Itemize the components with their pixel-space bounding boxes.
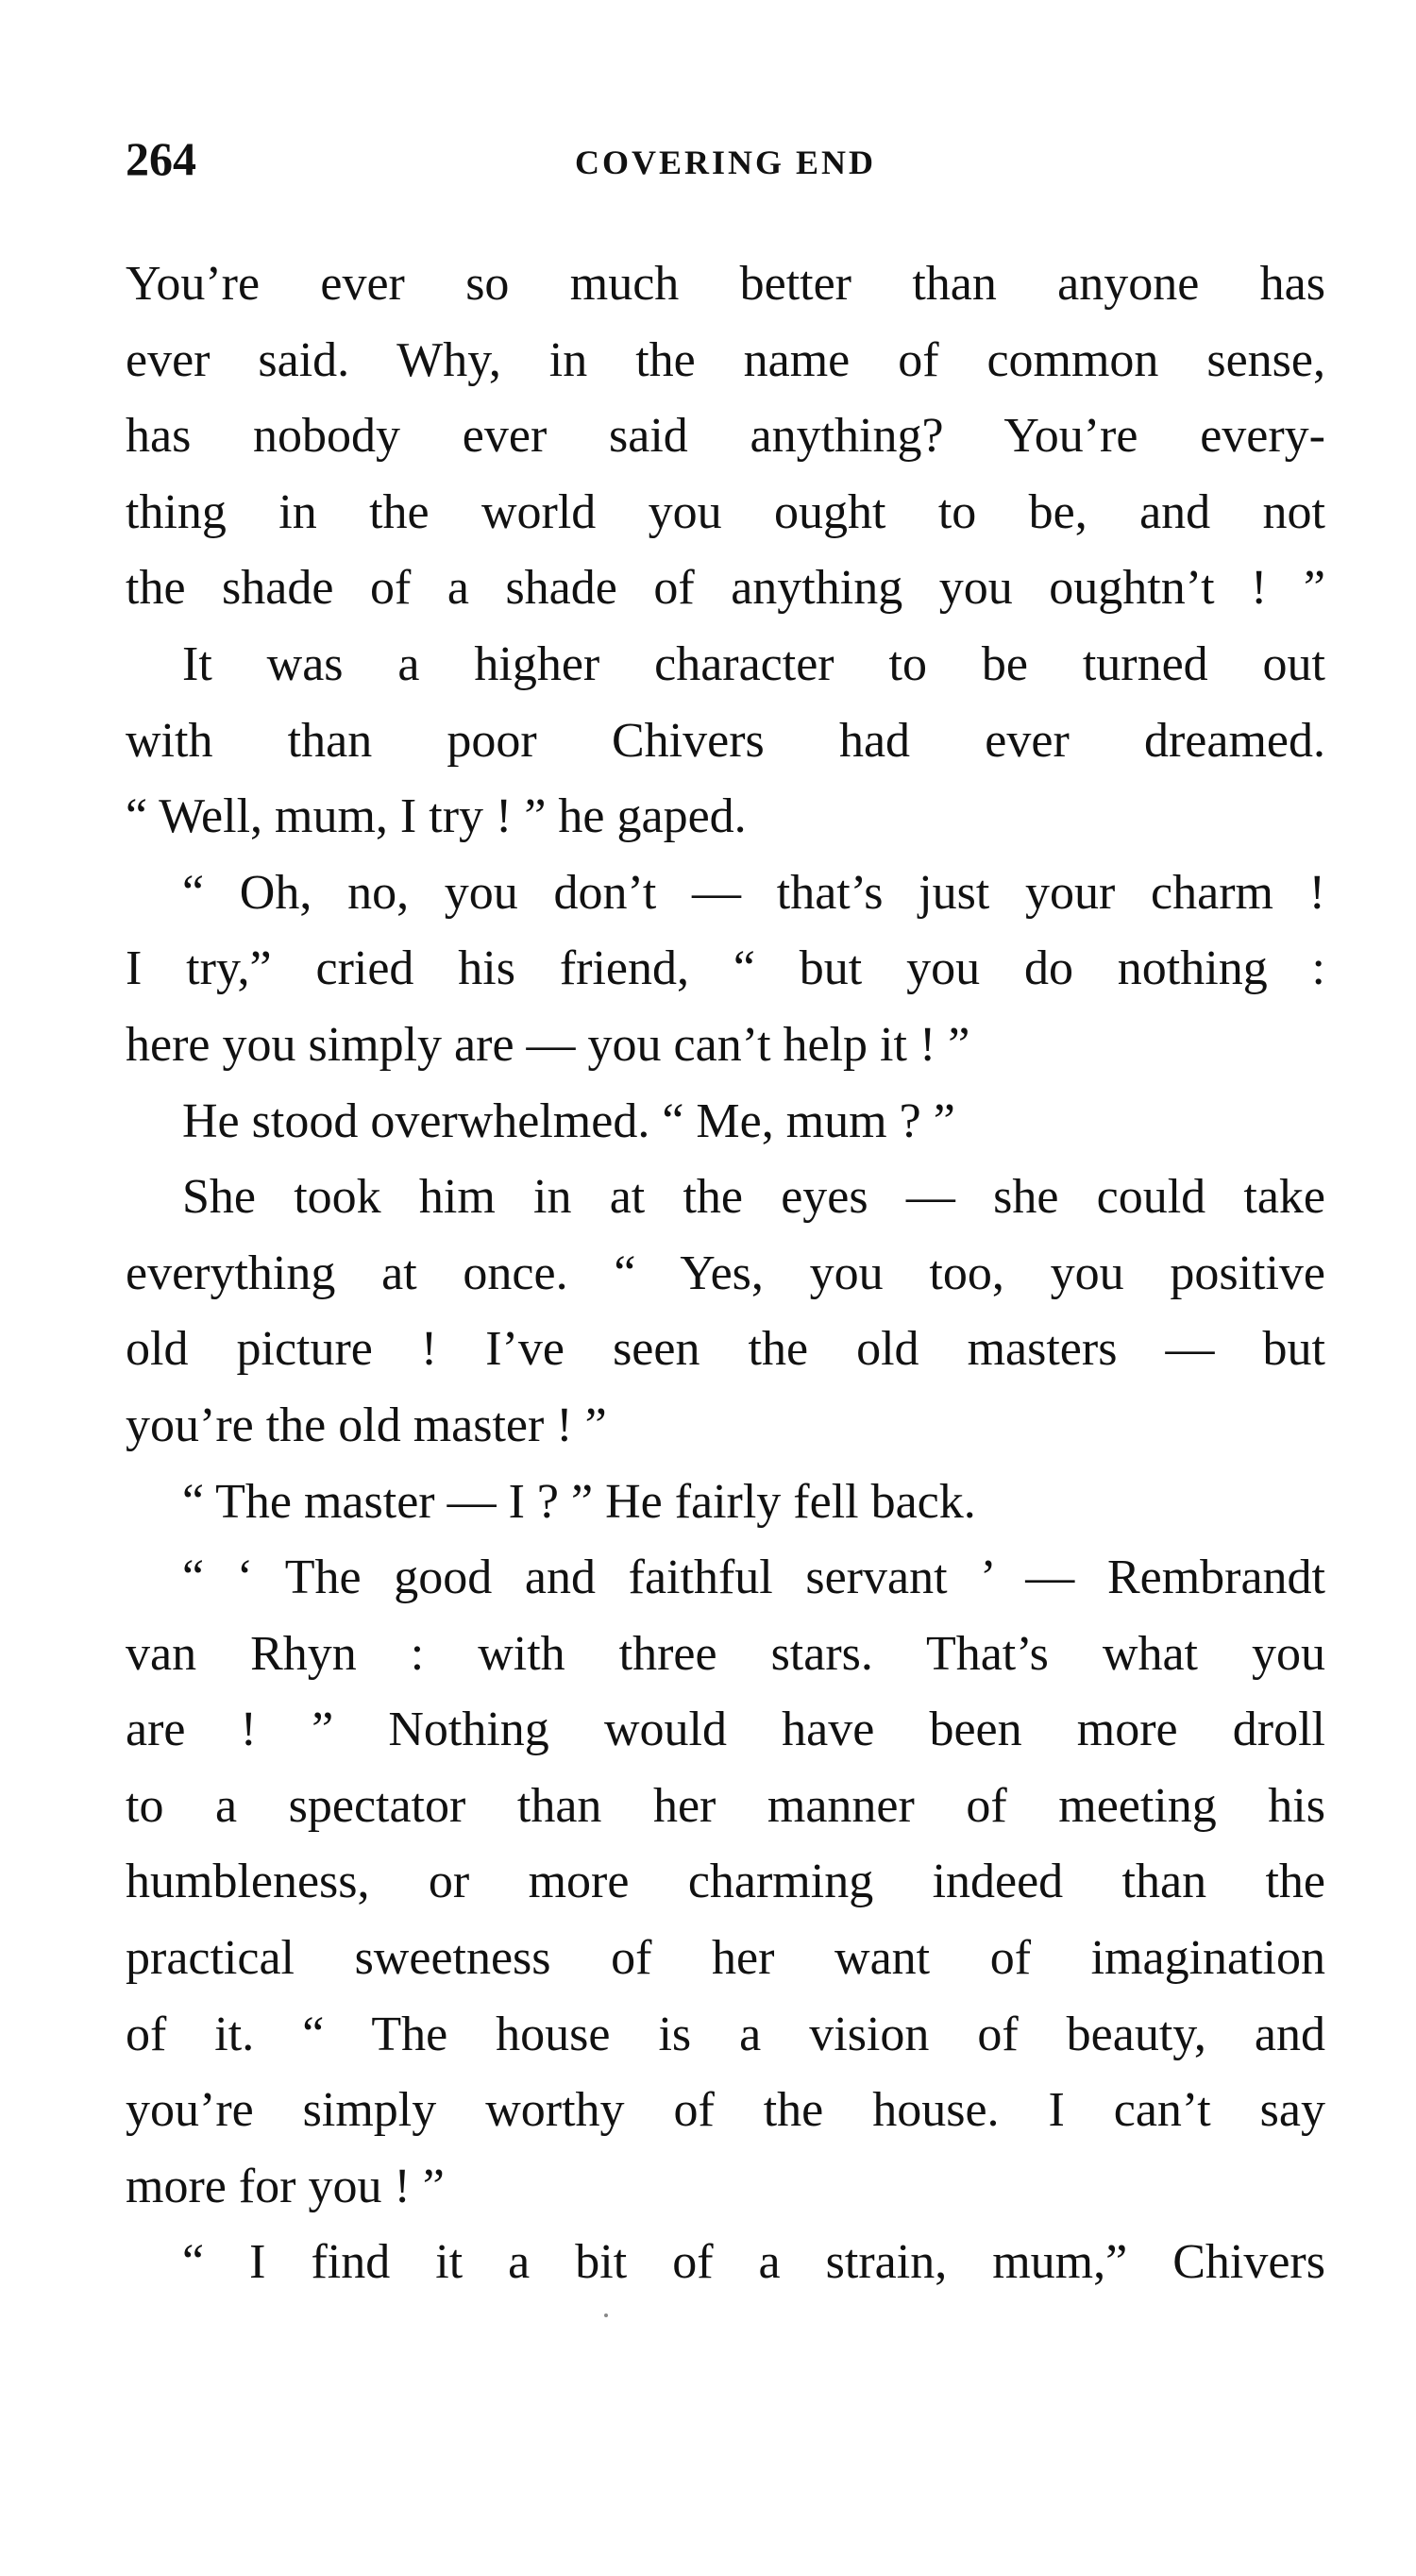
text-line: thing in the world you ought to be, and not [126,484,1325,539]
text-line: He stood overwhelmed. “ Me, mum ? ” [182,1093,955,1148]
text-line: “ The master — I ? ” He fairly fell back. [182,1474,976,1529]
text-line: of it. “ The house is a vision of beauty, and [126,2007,1325,2061]
print-dot [604,2313,608,2317]
page-number: 264 [126,132,196,185]
text-line: with than poor Chivers had ever dreamed. [126,713,1325,768]
text-line: are ! ” Nothing would have been more droll [126,1703,1325,1757]
text-line: practical sweetness of her want of imagination [126,1931,1325,1986]
text-line: here you simply are — you can’t help it ! ” [126,1017,970,1072]
text-line: more for you ! ” [126,2159,445,2213]
text-line: has nobody ever said anything? You’re every- [126,409,1325,464]
text-line: to a spectator than her manner of meeting his [126,1778,1325,1833]
text-line: everything at once. “ Yes, you too, you positive [126,1246,1325,1300]
text-line: van Rhyn : with three stars. That’s what you [126,1626,1325,1681]
page-header [126,130,1325,187]
text-line: It was a higher character to be turned out [182,636,1325,691]
text-line: you’re the old master ! ” [126,1398,607,1452]
text-line: the shade of a shade of anything you oughtn’t ! ” [126,561,1325,616]
text-line: “ Oh, no, you don’t — that’s just your charm ! [182,865,1325,920]
text-line: you’re simply worthy of the house. I can’t say [126,2083,1325,2138]
text-line: She took him in at the eyes — she could take [182,1170,1325,1225]
body-text [126,246,1325,2301]
text-line: I try,” cried his friend, “ but you do nothing : [126,941,1325,996]
text-line: ever said. Why, in the name of common sense, [126,332,1325,387]
running-title: COVERING END [574,144,877,181]
text-line: “ Well, mum, I try ! ” he gaped. [126,789,747,844]
text-line: old picture ! I’ve seen the old masters — but [126,1322,1325,1377]
text-line: You’re ever so much better than anyone has [126,257,1325,311]
text-line: “ ‘ The good and faithful servant ’ — Rembrandt [182,1551,1325,1605]
text-line: humbleness, or more charming indeed than the [126,1855,1325,1909]
text-line: “ I find it a bit of a strain, mum,” Chivers [182,2235,1325,2290]
